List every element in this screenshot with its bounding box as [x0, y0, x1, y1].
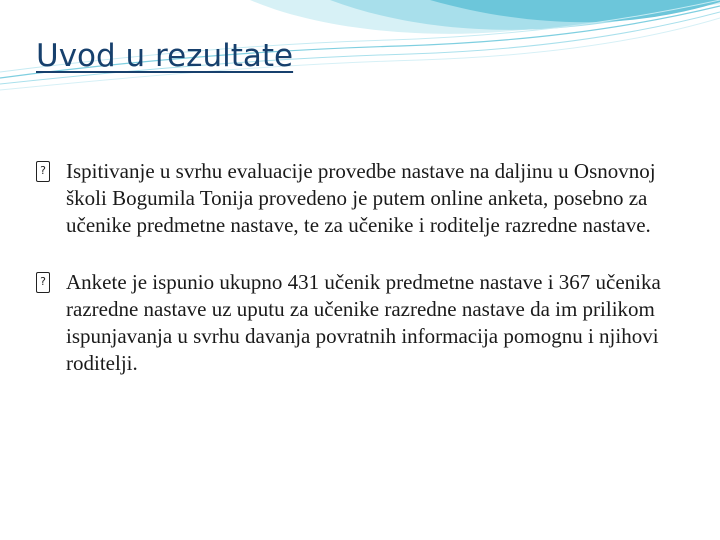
bullet-text: Ispitivanje u svrhu evaluacije provedbe nastave na daljinu u Osnovnoj školi Bogumila Tonija provedeno je putem online anketa, posebno za učenike predmetne nastave, te za učenike i roditelje razredne nastave. — [66, 159, 656, 237]
bullet-item-respondents — [36, 269, 686, 377]
slide-title: Uvod u rezultate — [36, 38, 294, 74]
bullet-item-survey-method — [36, 158, 686, 239]
bullet-text: Ankete je ispunio ukupno 431 učenik predmetne nastave i 367 učenika razredne nastave uz uputu za učenike razredne nastave da im prilikom ispunjavanja u svrhu davanja povratnih informacija pomognu i njihovi roditelji. — [66, 270, 661, 375]
bullet-list — [36, 158, 686, 377]
bullet-marker-icon: ? — [36, 272, 50, 293]
bullet-marker-icon: ? — [36, 161, 50, 182]
